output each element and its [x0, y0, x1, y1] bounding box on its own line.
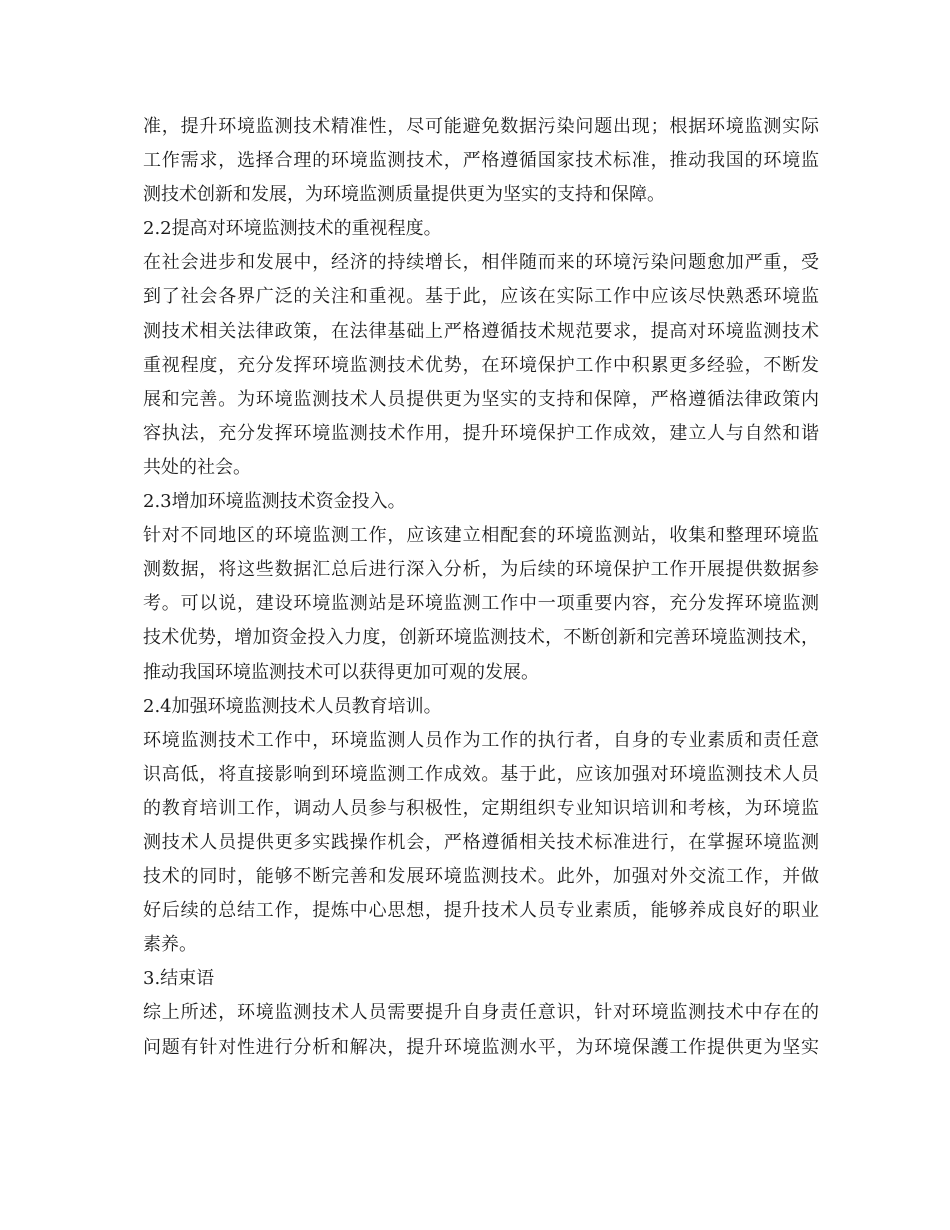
- text-line: 识高低，将直接影响到环境监测工作成效。基于此，应该加强对环境监测技术人员: [143, 763, 819, 785]
- text-line: 测数据，将这些数据汇总后进行深入分析，为后续的环境保护工作开展提供数据参: [143, 559, 819, 581]
- text-line: 技术优势，增加资金投入力度，创新环境监测技术，不断创新和完善环境监测技术，: [143, 627, 819, 649]
- document-body: [143, 110, 819, 1065]
- text-line: 到了社会各界广泛的关注和重视。基于此，应该在实际工作中应该尽快熟悉环境监: [143, 286, 819, 308]
- section-heading: 2.2提高对环境监测技术的重视程度。: [143, 218, 442, 240]
- paragraph: [143, 724, 819, 963]
- text-line: 测技术相关法律政策，在法律基础上严格遵循技术规范要求，提高对环境监测技术: [143, 320, 819, 342]
- paragraph: [143, 996, 819, 1064]
- text-line: 素养。: [143, 934, 197, 956]
- paragraph: [143, 110, 819, 212]
- section-heading: 2.3增加环境监测技术资金投入。: [143, 491, 406, 513]
- text-line: 问题有针对性进行分析和解决，提升环境监测水平，为环境保護工作提供更为坚实: [143, 1036, 819, 1058]
- paragraph: [143, 246, 819, 485]
- section-heading: 2.4加强环境监测技术人员教育培训。: [143, 695, 442, 717]
- text-line: 的教育培训工作，调动人员参与积极性，定期组织专业知识培训和考核，为环境监: [143, 797, 819, 819]
- text-line: 重视程度，充分发挥环境监测技术优势，在环境保护工作中积累更多经验，不断发: [143, 354, 819, 376]
- text-line: 共处的社会。: [143, 456, 251, 478]
- text-line: 测技术人员提供更多实践操作机会，严格遵循相关技术标准进行，在掌握环境监测: [143, 831, 819, 853]
- text-line: 工作需求，选择合理的环境监测技术，严格遵循国家技术标准，推动我国的环境监: [143, 150, 819, 172]
- text-line: 容执法，充分发挥环境监测技术作用，提升环境保护工作成效，建立人与自然和谐: [143, 422, 819, 444]
- text-line: 技术的同时，能够不断完善和发展环境监测技术。此外，加强对外交流工作，并做: [143, 866, 819, 888]
- text-line: 好后续的总结工作，提炼中心思想，提升技术人员专业素质，能够养成良好的职业: [143, 900, 819, 922]
- paragraph: [143, 519, 819, 689]
- text-line: 测技术创新和发展，为环境监测质量提供更为坚实的支持和保障。: [143, 184, 665, 206]
- text-line: 环境监测技术工作中，环境监测人员作为工作的执行者，自身的专业素质和责任意: [143, 729, 819, 751]
- text-line: 在社会进步和发展中，经济的持续增长，相伴随而来的环境污染问题愈加严重，受: [143, 252, 819, 274]
- text-line: 准，提升环境监测技术精准性，尽可能避免数据污染问题出现；根据环境监测实际: [143, 116, 819, 137]
- text-line: 展和完善。为环境监测技术人员提供更为坚实的支持和保障，严格遵循法律政策内: [143, 388, 819, 410]
- text-line: 考。可以说，建设环境监测站是环境监测工作中一项重要内容，充分发挥环境监测: [143, 593, 819, 615]
- text-line: 推动我国环境监测技术可以获得更加可观的发展。: [143, 661, 539, 683]
- text-line: 综上所述，环境监测技术人员需要提升自身责任意识，针对环境监测技术中存在的: [143, 1002, 819, 1024]
- text-line: 针对不同地区的环境监测工作，应该建立相配套的环境监测站，收集和整理环境监: [143, 525, 819, 547]
- section-heading: 3.结束语: [143, 968, 215, 990]
